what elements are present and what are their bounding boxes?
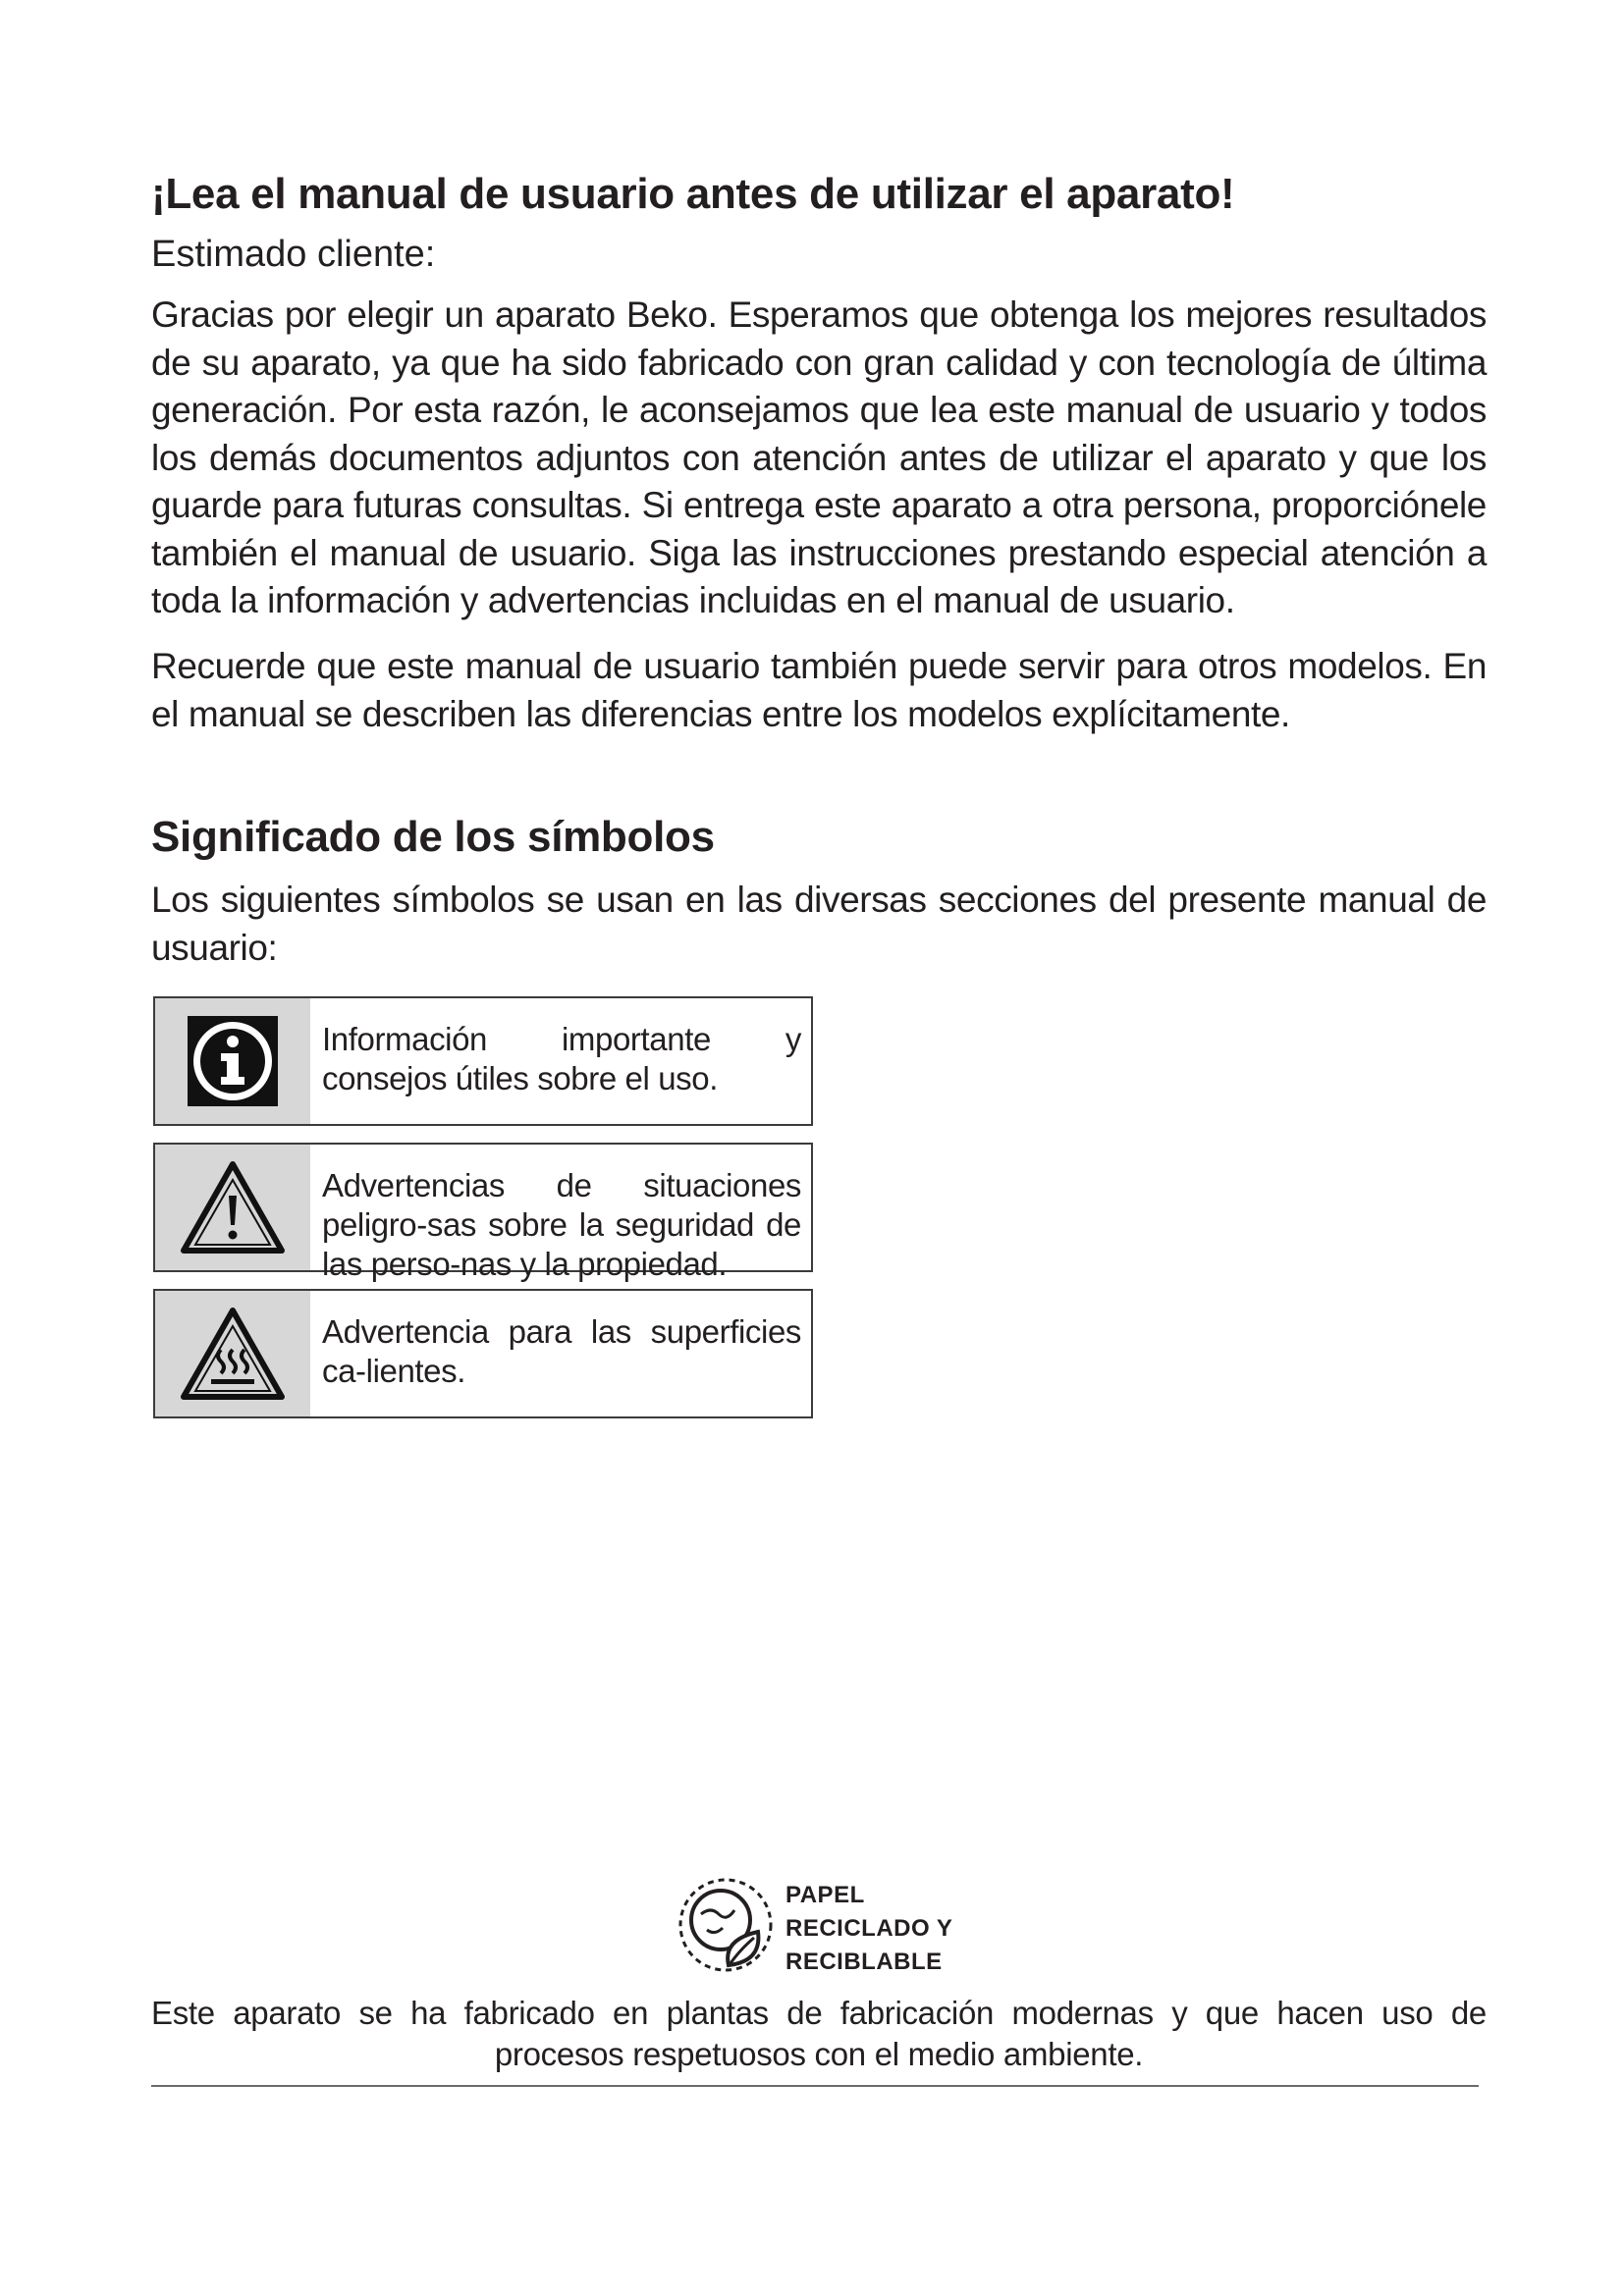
symbols-intro: Los siguientes símbolos se usan en las diversas secciones del presente manual de usuario: <box>151 880 1487 968</box>
symbol-description: Advertencias de situaciones peligro-sas sobre la seguridad de las perso-nas y la propiedad. <box>322 1167 801 1282</box>
symbols-section-title: Significado de los símbolos <box>151 813 715 861</box>
info-icon <box>155 998 310 1124</box>
symbol-description: Advertencia para las superficies ca-lientes. <box>322 1313 801 1389</box>
recycled-label-line: RECICLADO Y <box>785 1915 953 1942</box>
models-paragraph: Recuerde que este manual de usuario también puede servir para otros modelos. En el manual se describen las diferencias entre los modelos explícitamente. <box>151 646 1487 734</box>
symbol-row-warning <box>153 1143 813 1282</box>
recycled-label-line: PAPEL <box>785 1882 865 1908</box>
symbol-description: Información importante y consejos útiles sobre el uso. <box>322 1021 801 1096</box>
hot-surface-icon <box>155 1291 310 1416</box>
symbol-row-hot-surface <box>153 1289 813 1418</box>
intro-paragraph: Gracias por elegir un aparato Beko. Esperamos que obtenga los mejores resultados de su aparato, ya que ha sido fabricado con gran calidad y con tecnología de última generación. Por esta razón, le aconsejamos que lea este manual de usuario y todos los demás documentos adjuntos con atención antes de utilizar el aparato y que los guarde para futuras consultas. Si entrega este aparato a otra persona, proporciónele también el manual de usuario. Siga las instrucciones prestando especial atención a toda la información y advertencias incluidas en el manual de usuario. <box>151 294 1487 620</box>
footer-note: Este aparato se ha fabricado en plantas de fabricación modernas y que hacen uso de procesos respetuosos con el medio ambiente. <box>151 1995 1487 2072</box>
recycled-paper-label <box>785 1879 952 1979</box>
symbol-row-info <box>153 996 813 1126</box>
page-title: ¡Lea el manual de usuario antes de utilizar el aparato! <box>151 170 1235 218</box>
salutation: Estimado cliente: <box>151 234 436 275</box>
recycled-label-line: RECIBLABLE <box>785 1949 943 1975</box>
footer-divider <box>151 2085 1479 2087</box>
warning-icon <box>155 1145 310 1270</box>
recycled-paper-icon <box>672 1871 780 1979</box>
